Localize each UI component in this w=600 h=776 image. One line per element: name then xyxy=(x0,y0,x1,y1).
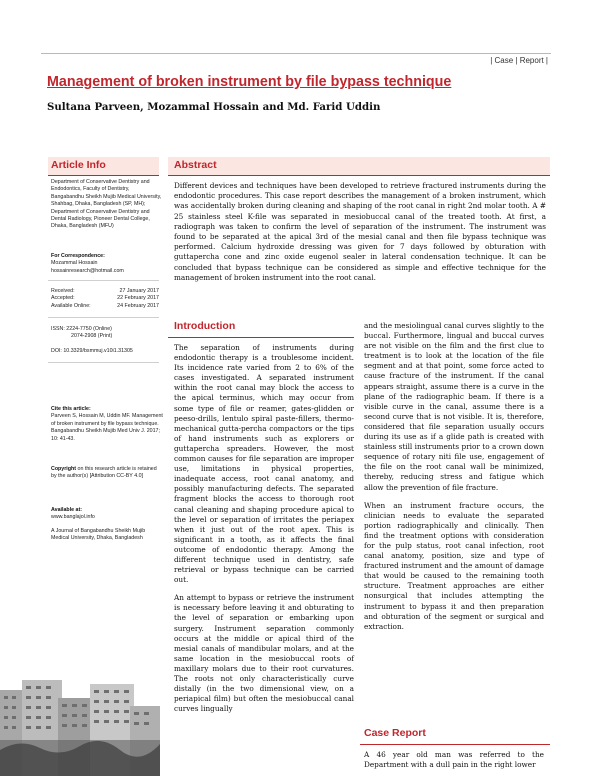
abstract-text: Different devices and techniques have been developed to retrieve fractured instruments during the endodontic procedures. This case report describes the management of a broken instrument, which was accidentally broken during cleaning and shaping of the root canal in right 2nd molar tooth. A # 25 stainless steel K-file was separated in mesiobuccal canal of the treated tooth. At first, a radiograph was taken to confirm the level of separation of the instrument. The instrument was found to be separated at the apical 3rd of the mesial canal and then file bypass technique was performed. Calcium hydroxide dressing was given for 7 days followed by obturation with guttapercha cone and zinc oxide eugenol sealer in lateral condensation technique. It can be concluded that bypass technique can be considered as simple and effective technique for the management of broken instrument into the root canal. xyxy=(174,181,546,282)
correspondence-name: Mozammal Hossain xyxy=(51,260,98,267)
header-rule xyxy=(41,53,551,54)
abstract-heading xyxy=(168,157,550,176)
date-row: Available Online: 24 February 2017 xyxy=(51,302,159,309)
divider xyxy=(48,280,159,281)
availability-block xyxy=(51,507,163,522)
intro-paragraph-1: The separation of instruments during endodontic therapy is a troublesome incident. Its incidence rate varied from 2 to 6% of the cases investigated. A separated instrument within the root canal may block the access to the apical terminus, which may occur from some type of file or reamer, gates-glidden or peeso-drills, lentulo spiral paste-fillers, thermo-mechanical gutta-percha compactors or the tips of hand instruments such as explorers or guttapercha spreaders. However, the most common causes for file separation are improper use, limitations in physical properties, inadequate access, root canal anatomy, and possibly manufacturing defects. The separated fragment blocks the access to thorough root canal cleaning and shaping procedure apical to the level or separation of irritates the periapex when it just out of the root apex. This is significant in a tooth, as it affects the final outcome of endodontic therapy. Among the different technique used in dentistry, safe retrieval or bypass technique can be carried out. xyxy=(174,343,354,585)
intro-paragraph-4: When an instrument fracture occurs, the clinician needs to evaluate the separated portion radiographically and clinically. Then find the treatment options with consideration for the pulp status, root canal infection, root canal anatomy, position, size and type of fractured instrument and the amount of damage that would be caused to the remaining tooth structure. Treatment approaches are either nonsurgical that includes attempting the instrument to bypass it and then preparation and obturation of the segment or surgical and extraction. xyxy=(364,500,544,631)
introduction-heading: Introduction xyxy=(174,320,236,332)
article-info-heading xyxy=(48,157,159,176)
copyright-label: Copyright xyxy=(51,466,77,472)
intro-paragraph-2: An attempt to bypass or retrieve the instrument is necessary before leaving it and obturating to the level of separation or embarking upon surgery. Instrument separation commonly occurs at the middle or apical third of the mesial canals of mandibular molars, and at the same location in the mesiobuccal roots of maxillary molars due to their root curvatures. The roots not only characteristically curve distally (in the two dimensional view, on a periapical film) but often the mesiobuccal canal curves lingually xyxy=(174,593,354,714)
campus-building-photo xyxy=(0,680,160,776)
case-report-tag: | Case | Report | xyxy=(490,56,548,65)
abstract-label: Abstract xyxy=(174,159,217,171)
cite-text: Parveen S, Hossain M, Uddin MF. Management of broken instrument by file bypass technique. Bangabandhu Sheikh Mujib Med Univ J. 2017; 10: 41-43. xyxy=(51,413,163,442)
doi: DOI: 10.3329/bsmmuj.v10i1.31305 xyxy=(51,348,133,354)
journal-note: A Journal of Bangabandhu Sheikh Mujib Medical University, Dhaka, Bangladesh xyxy=(51,528,146,542)
case-report-rule xyxy=(360,744,550,745)
article-info-label: Article Info xyxy=(51,159,106,171)
dates-block xyxy=(51,288,163,310)
cite-label: Cite this article: xyxy=(51,406,91,412)
journal-link[interactable]: www.banglajol.info xyxy=(51,514,95,521)
date-row: Accepted: 22 February 2017 xyxy=(51,295,159,302)
case-report-text: A 46 year old man was referred to the Department with a dull pain in the right lower xyxy=(364,750,544,770)
correspondence-label: For Correspondence: xyxy=(51,253,105,259)
issn-print: 2074-2908 (Print) xyxy=(71,333,113,340)
available-label: Available at: xyxy=(51,507,83,513)
correspondence-block xyxy=(51,253,163,275)
divider xyxy=(48,317,159,318)
issn-online: ISSN: 2224-7750 (Online) xyxy=(51,326,112,332)
article-title: Management of broken instrument by file bypass technique xyxy=(47,74,452,90)
copyright-block xyxy=(51,466,163,481)
case-report-heading: Case Report xyxy=(364,727,426,739)
introduction-column-right xyxy=(364,321,544,640)
affiliation: Department of Conservative Dentistry and Endodontics, Faculty of Dentistry, Bangabandhu Sheikh Mujib Medical University, Shahbag, Dhaka, Bangladesh (SP, MH); Department of Conservative Dentistry and Dental Radiology, Pioneer Dental College, Dhaka, Bangladesh (MFU) xyxy=(51,179,162,230)
issn-block xyxy=(51,326,163,341)
copyright-text: on this research article is retained by the author(s) [Attribution CC-BY 4.0] xyxy=(51,466,157,480)
author-list: Sultana Parveen, Mozammal Hossain and Md. Farid Uddin xyxy=(47,101,381,113)
correspondence-email: hossainresearch@hotmail.com xyxy=(51,267,124,274)
cite-block xyxy=(51,406,163,443)
introduction-column-left xyxy=(174,343,354,722)
intro-paragraph-3: and the mesiolingual canal curves slightly to the buccal. Furthermore, lingual and buccal curves are not visible on the film and the first clue to treatment is to look at the location of the file segment and at that point, some force acted to cause fracture of the instrument. If the canal appears straight, assume there is a curve in the plane of the radiographic beam. If there is a visible curve in the canal, assume there is a second curve that is not visible. It is, therefore, considered that file separation usually occurs during its use as if a glide path is created with stainless still instruments prior to a crown down sequence of rotary niti file use, engagement of the file on the root canal wall be minimized, thereby, reducing stress and fatigue which allow the prevention of file fracture. xyxy=(364,321,544,492)
divider xyxy=(48,362,159,363)
introduction-rule xyxy=(168,337,354,338)
date-row: Received: 27 January 2017 xyxy=(51,288,159,294)
